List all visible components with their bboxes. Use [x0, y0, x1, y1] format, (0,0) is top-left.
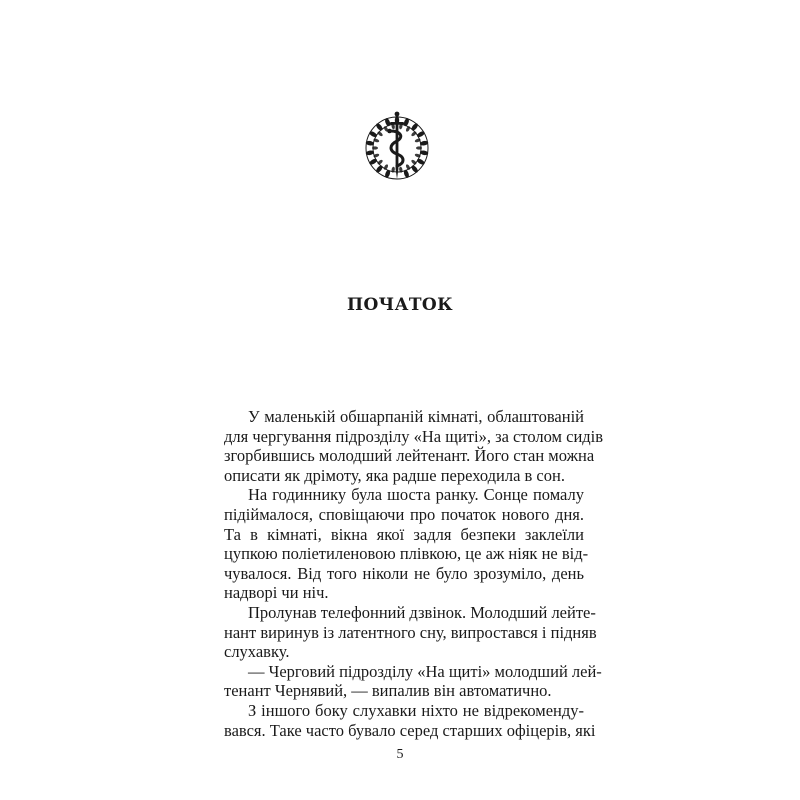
- text-line: Пролунав телефонний дзвінок. Молодший лейте-: [248, 602, 596, 622]
- text-line: — Черговий підрозділу «На щиті» молодший лей-: [248, 661, 602, 681]
- text-line: підіймалося, сповіщаючи про початок нового дня.: [224, 504, 584, 524]
- text-line: У маленькій обшарпаній кімнаті, облаштованій: [248, 407, 584, 426]
- text-line: цупкою поліетиленовою плівкою, це аж ніяк не від-: [224, 544, 589, 564]
- text-line: нант виринув із латентного сну, випростався і підняв: [224, 622, 597, 642]
- text-line: тенант Чернявий, — випалив він автоматично.: [224, 681, 552, 701]
- text-line: згорбившись молодший лейтенант. Його стан можна: [224, 446, 595, 466]
- text-line: для чергування підрозділу «На щиті», за столом сидів: [224, 426, 604, 446]
- wreath-sword-serpent-emblem-icon: [361, 111, 433, 183]
- text-line: описати як дрімоту, яка радше переходила в сон.: [224, 465, 565, 485]
- chapter-title: ПОЧАТОК: [347, 295, 453, 315]
- text-line: Та в кімнаті, вікна якої задля безпеки заклеїли: [224, 524, 584, 544]
- body-text: [224, 407, 604, 740]
- text-line: чувалося. Від того ніколи не було зрозуміло, день: [224, 563, 584, 583]
- text-line: слухавку.: [224, 642, 290, 662]
- text-line: На годиннику була шоста ранку. Сонце помалу: [248, 485, 584, 505]
- text-line: надворі чи ніч.: [224, 583, 329, 603]
- page-number: 5: [396, 747, 404, 762]
- text-line: вався. Таке часто бувало серед старших офіцерів, які: [224, 720, 596, 740]
- text-line: З іншого боку слухавки ніхто не відрекоменду-: [248, 700, 584, 720]
